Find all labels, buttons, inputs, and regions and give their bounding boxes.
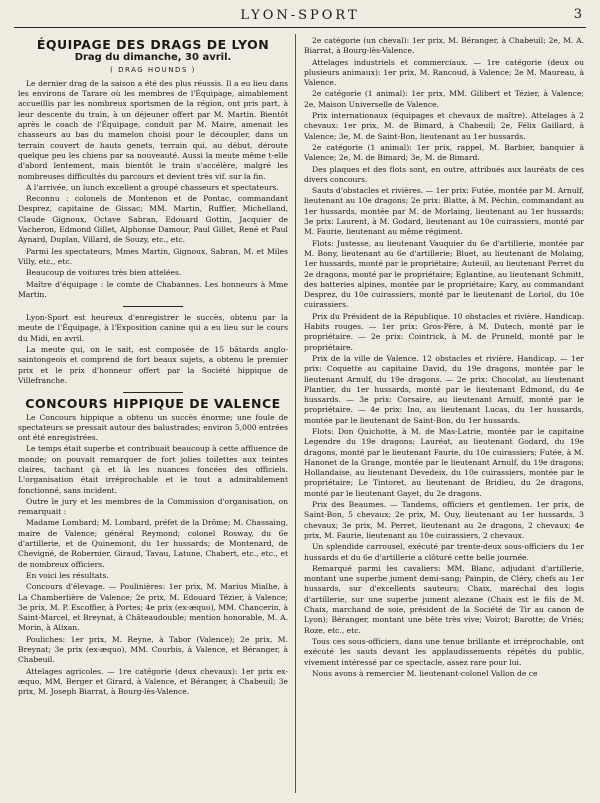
article-title-drags: ÉQUIPAGE DES DRAGS DE LYON bbox=[36, 37, 270, 52]
paragraph: Remarqué parmi les cavaliers: MM. Blanc, adjudant d'artillerie, montant une superbe jument demi-sang; Painpin, de Cléry, chefs au 1er hussards, sur d'excellents sauteurs; Chaix, maréchal des logis d'artillerie, sur une superbe jument alezane (Chaix est le fils de M. Chaix, marchand de soie, président de la Société de Tir au canon de Lyon); Béranger, montant une bête très vive; Voirot; Barotte; de Vriès; Roze, etc., etc. bbox=[304, 563, 584, 635]
article-subtitle-drag-hounds: ( DRAG HOUNDS ) bbox=[110, 65, 196, 74]
paragraph: Tous ces sous-officiers, dans une tenue brillante et irréprochable, ont exécuté les sauts devant les applaudissements répétés du public, vivement intéressé par ce spectacle, assez rare pour lui. bbox=[304, 636, 584, 667]
article-title-valence: CONCOURS HIPPIQUE DE VALENCE bbox=[25, 396, 281, 412]
left-column bbox=[18, 36, 288, 795]
section-separator bbox=[123, 306, 183, 307]
paragraph: La meute qui, on le sait, est composée de 15 bâtards anglo-saintongeois et comprend de fort beaux sujets, a obtenu le premier prix et le prix d'honneur offert par la Société hippique de Villefranche. bbox=[18, 345, 288, 385]
paragraph: Parmi les spectateurs, Mmes Martin, Gignoux, Sabran, M. et Miles Villy, etc., etc. bbox=[18, 246, 288, 266]
paragraph: Prix de la ville de Valence. 12 obstacles et rivière. Handicap. — 1er prix: Coquette au capitaine David, du 19e dragons, montée par le lieutenant Arnulf, du 19e dragons. — 2e prix: Chocolat, au lieutenant Plantier, du 1er hussards, monté par le lieutenant Edmond, du 4e hussards. — 3e prix: Corsaire, au lieutenant Arnulf, monté par le propriétaire. — 4e prix: Ino, au lieutenant Lucas, du 1er hussards, montée par le lieutenant de Saint-Bon, du 1er hussards. bbox=[304, 353, 584, 425]
paragraph: Flots: Don Quichotte, à M. de Mas-Latrie, montée par le capitaine Legendre du 19e dragons; Lauréat, au lieutenant Godard, du 19e dragons, monté par le lieutenant Faurie, du 10e cuirassiers; Futée, à M. Hanonet de la Grange, montée par le lieutenant Arnulf, du 19e dragons; Hollandaise, au lieutenant Devedeix, du 10e cuirassiers, montée par le propriétaire; Le Tintoret, au lieutenant de Bridieu, du 2e dragons, monté par le lieutenant Gayet, du 2e dragons. bbox=[304, 426, 584, 498]
page-number: 3 bbox=[573, 7, 582, 22]
paragraph: Prix des Beaumes. — Tandems, officiers et gentlemen. 1er prix, de Saint-Bon, 5 chevaux; 2e prix, M. Ouy, lieutenant au 1er hussards, 3 chevaux; 3e prix, M. Perret, lieutenant au 2e dragons, 2 chevaux; 4e prix, M. Faurie, lieutenant au 10e cuirassiers, 2 chevaux. bbox=[304, 500, 584, 540]
paragraph: En voici les résultats. bbox=[26, 570, 109, 580]
paragraph: 2e catégorie (1 animal): 1er prix, rappel, M. Barbier, banquier à Valence; 2e, M. de Bimard; 3e, M. de Bimard. bbox=[304, 142, 584, 163]
paragraph: 2e catégorie (un cheval): 1er prix, M. Béranger, à Chabeuil; 2e, M. A. Biarrat, à Bourg-lès-Valence. bbox=[304, 36, 584, 56]
paragraph: Beaucoup de voitures très bien attelées. bbox=[26, 268, 182, 278]
paragraph: Attelages industriels et commerciaux. — 1re catégorie (deux ou plusieurs animaux): 1er prix, M. Rancoud, à Valence; 2e M. Maureau, à Valence. bbox=[304, 57, 584, 88]
paragraph: Outre le jury et les membres de la Commission d'organisation, on remarquait : bbox=[18, 496, 288, 517]
paragraph: Prix internationaux (équipages et chevaux de maître). Attelages à 2 chevaux: 1er prix, M. de Bimard, à Chabeuil; 2e, Félix Gaillard, à Valence; 3e, M. de Saint-Bon, lieutenant au 1er hussards. bbox=[304, 111, 584, 141]
paragraph: Le temps était superbe et contribuait beaucoup à cette affluence de monde; on pouvait remarquer de fort jolies toilettes aux teintes claires, tachant çà et là les nuances foncées des officiels. L'organisation était irréprochable et le tout a admirablement fonctionné, sans incident. bbox=[18, 444, 288, 495]
paragraph: Des plaques et des flots sont, en outre, attribués aux lauréats de ces divers concours. bbox=[304, 164, 584, 184]
paragraph: Le Concours hippique a obtenu un succès énorme; une foule de spectateurs se pressait autour des balustrades; environ 5,000 entrées ont été enregistrées. bbox=[18, 412, 288, 443]
paragraph: Sauts d'obstacles et rivières. — 1er prix: Futée, montée par M. Arnulf, lieutenant au 10e dragons; 2e prix: Blatte, à M. Péchin, commandant au 1er hussards, montée par M. de Morlaing, lieutenant au 1er hussards; 3e prix: Laurent, à M. Godard, lieutenant au 10e cuirassiers, monté par M. Faurie, lieutenant au même régiment. bbox=[304, 186, 584, 237]
paragraph: Attelages agricoles. — 1re catégorie (deux chevaux): 1er prix ex-æquo, MM. Berger et Girard, à Valence, et Béranger, à Chabeuil; 3e prix, M. Joseph Biarrat, à Bourg-lès-Valence. bbox=[18, 666, 288, 697]
paragraph: Flots: Justesse, au lieutenant Vauquier du 6e d'artillerie, montée par M. Bony, lieutenant au 6e d'artillerie; Bluet, au lieutenant de Molaing, 1er hussards, monté par le propriétaire; Auteuil, au lieutenant Perret du 2e dragons, monté par le propriétaire; Eglantine, au lieutenant Schmitt, des batteries alpines, montée par le propriétaire; Kary, au commandant Desprez, du 10e cuirassiers, monté par le lieutenant de Loriol, du 10e cuirassiers. bbox=[304, 238, 584, 310]
article-subtitle-drag-date: Drag du dimanche, 30 avril. bbox=[74, 52, 232, 64]
paragraph: Maître d'équipage : le comte de Chabannes. Les honneurs à Mme Martin. bbox=[18, 279, 288, 299]
paragraph: Concours d'élevage. — Poulinières: 1er prix, M. Marius Mialhe, à La Chamberlière de Valence; 2e prix, M. Edouard Tézier, à Valence; 3e prix, M. P. Escoffier, à Portes; 4e prix (ex-æquo), MM. Chancerin, à Saint-Marcel, et Breynat, à Châteaudouble; mention honorable, M. A. Morin, à Alixan. bbox=[18, 582, 288, 633]
column-divider bbox=[295, 34, 296, 793]
paragraph: 2e catégorie (1 animal): 1er prix, MM. Gilibert et Tézier, à Valence; 2e, Maison Universelle de Valence. bbox=[304, 89, 584, 109]
paragraph: Le dernier drag de la saison a été des plus réussis. Il a eu lieu dans les environs de Tarare où les membres de l'Équipage, aimablement accueillis par les nombreux sportsmen de la région, ont pris part, à leur descente du train, à un déjeuner offert par M. Martin. Bientôt après le coach de l'Équipage, conduit par M. Maire, amenait les chasseurs au bas du mamelon choisi pour le découpler, dans un terrain couvert de hauts genets, terrain qui, au début, déroute quelque peu les chiens par sa nouveauté. Aussi la meute même t-elle d'abord lentement, mais bientôt le train s'accélère, malgré les nombreuses difficultés du parcours et devient très vif. sur la fin. bbox=[18, 78, 288, 181]
paragraph: Prix du Président de la République. 10 obstacles et rivière. Handicap. Habits rouges. — 1er prix: Gros-Père, à M. Dutech, monté par le propriétaire. — 2e prix: Cointrick, à M. de Pruneld, monté par le propriétaire. bbox=[304, 311, 584, 352]
section-separator bbox=[123, 392, 183, 393]
paragraph: Un splendide carrousel, exécuté par trente-deux sous-officiers du 1er hussards et du 6e d'artillerie a clôturé cette belle journée. bbox=[304, 542, 584, 562]
paragraph: Lyon-Sport est heureux d'enregistrer le succès, obtenu par la meute de l'Équipage, à l'Exposition canine qui a eu lieu sur le cours du Midi, en avril. bbox=[18, 313, 288, 343]
right-column bbox=[304, 36, 584, 795]
masthead-title: LYON-SPORT bbox=[240, 8, 360, 23]
paragraph: Nous avons à remercier M. lieutenant-colonel Vallon de ce bbox=[312, 668, 538, 678]
paragraph: Pouliches: 1er prix, M. Reyne, à Tabor (Valence); 2e prix, M. Breynat; 3e prix (ex-æquo), MM. Courbis, à Valence, et Béranger, à Chabeuil. bbox=[18, 634, 288, 665]
paragraph: Reconnu : colonels de Montenon et de Pontac, commandant Desprez, capitaine de Gissac; MM. Martin, Ruffier, Michelland, Claude Gignoux, Octave Sabran, Edouard Gottin, Jacquier de Vacheron, Edmond Gillet, Alphonse Damour, Paul Gillet, René et Paul Aynard, Duplan, Villard, de Souzy, etc., etc. bbox=[18, 194, 288, 245]
paragraph: Madame Lombard; M. Lombard, préfet de la Drôme; M. Chassaing, maire de Valence; général Reymond; colonel Rosway, du 6e d'artillerie, et de Quinemont, du 1er hussards; de Montenard, de Chevigné, de Robernier, Giraud, Tavau, Latune, Chabert, etc., etc., et de nombreux officiers. bbox=[18, 518, 288, 569]
paragraph: A l'arrivée, un lunch excellent a groupé chasseurs et spectateurs. bbox=[26, 182, 279, 192]
page-header bbox=[14, 6, 586, 28]
